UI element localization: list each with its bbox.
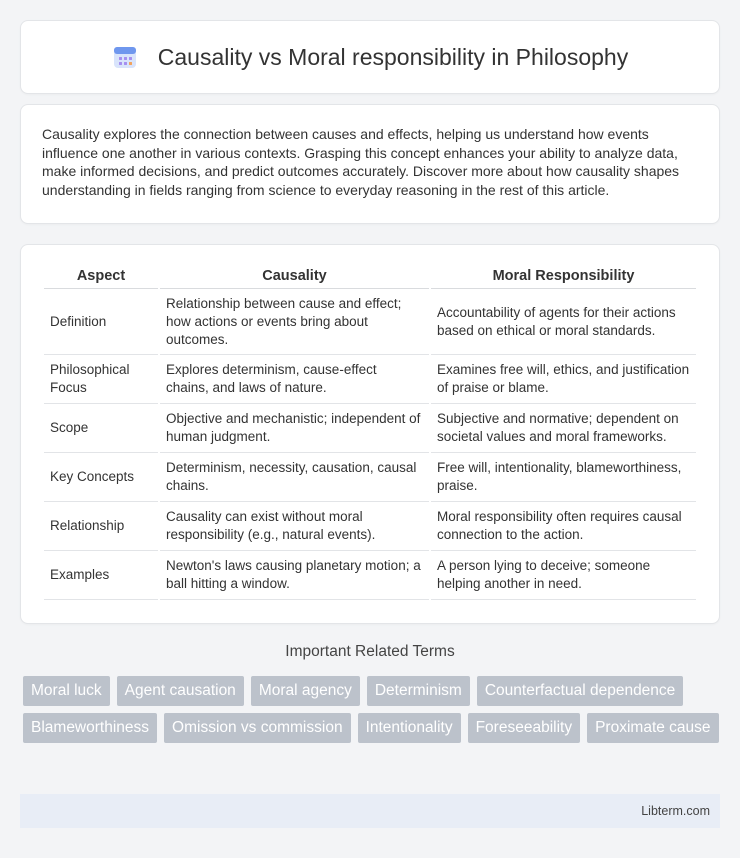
table-row bbox=[44, 551, 696, 600]
header-moral-responsibility: Moral Responsibility bbox=[431, 263, 696, 289]
header-aspect: Aspect bbox=[44, 263, 158, 289]
related-terms-heading: Important Related Terms bbox=[285, 643, 455, 660]
table-cell: Moral responsibility often requires causal connection to the action. bbox=[431, 502, 696, 551]
related-terms-list bbox=[23, 676, 723, 743]
table-cell: Accountability of agents for their actions based on ethical or moral standards. bbox=[431, 289, 696, 355]
page-title: Causality vs Moral responsibility in Philosophy bbox=[157, 43, 629, 70]
related-term-tag[interactable]: Agent causation bbox=[117, 676, 244, 706]
table-cell: Relationship bbox=[44, 502, 158, 551]
table-cell: Causality can exist without moral responsibility (e.g., natural events). bbox=[160, 502, 429, 551]
header-causality: Causality bbox=[160, 263, 429, 289]
table-cell: Relationship between cause and effect; how actions or events bring about outcomes. bbox=[160, 289, 429, 355]
related-term-tag[interactable]: Proximate cause bbox=[587, 713, 718, 743]
table-cell: Examines free will, ethics, and justification of praise or blame. bbox=[431, 355, 696, 404]
intro-paragraph: Causality explores the connection between causes and effects, helping us understand how events influence one another in various contexts. Grasping this concept enhances your ability to analyze data, make informed decisions, and predict outcomes accurately. Discover more about how causality shapes understanding in fields ranging from science to everyday reasoning in the rest of this article. bbox=[42, 126, 680, 198]
related-term-tag[interactable]: Intentionality bbox=[358, 713, 461, 743]
comparison-table bbox=[42, 263, 698, 600]
related-term-tag[interactable]: Counterfactual dependence bbox=[477, 676, 683, 706]
table-row bbox=[44, 289, 696, 355]
title-card bbox=[20, 20, 720, 94]
related-term-tag[interactable]: Foreseeability bbox=[468, 713, 581, 743]
related-term-tag[interactable]: Moral agency bbox=[251, 676, 360, 706]
table-cell: Explores determinism, cause-effect chains, and laws of nature. bbox=[160, 355, 429, 404]
table-cell: Free will, intentionality, blameworthiness, praise. bbox=[431, 453, 696, 502]
footer-site-link[interactable]: Libterm.com bbox=[641, 804, 710, 818]
table-cell: Newton's laws causing planetary motion; a ball hitting a window. bbox=[160, 551, 429, 600]
table-cell: A person lying to deceive; someone helping another in need. bbox=[431, 551, 696, 600]
table-row bbox=[44, 355, 696, 404]
footer-bar bbox=[20, 794, 720, 828]
table-cell: Philosophical Focus bbox=[44, 355, 158, 404]
table-cell: Definition bbox=[44, 289, 158, 355]
table-cell: Scope bbox=[44, 404, 158, 453]
related-term-tag[interactable]: Omission vs commission bbox=[164, 713, 351, 743]
calendar-icon bbox=[112, 44, 138, 70]
table-row bbox=[44, 502, 696, 551]
comparison-table-card bbox=[20, 244, 720, 624]
table-cell: Objective and mechanistic; independent of human judgment. bbox=[160, 404, 429, 453]
related-term-tag[interactable]: Moral luck bbox=[23, 676, 110, 706]
table-cell: Subjective and normative; dependent on societal values and moral frameworks. bbox=[431, 404, 696, 453]
table-cell: Key Concepts bbox=[44, 453, 158, 502]
table-cell: Examples bbox=[44, 551, 158, 600]
table-row bbox=[44, 404, 696, 453]
intro-card bbox=[20, 104, 720, 224]
table-cell: Determinism, necessity, causation, causal chains. bbox=[160, 453, 429, 502]
related-term-tag[interactable]: Blameworthiness bbox=[23, 713, 157, 743]
table-header-row bbox=[44, 263, 696, 289]
table-row bbox=[44, 453, 696, 502]
related-term-tag[interactable]: Determinism bbox=[367, 676, 470, 706]
